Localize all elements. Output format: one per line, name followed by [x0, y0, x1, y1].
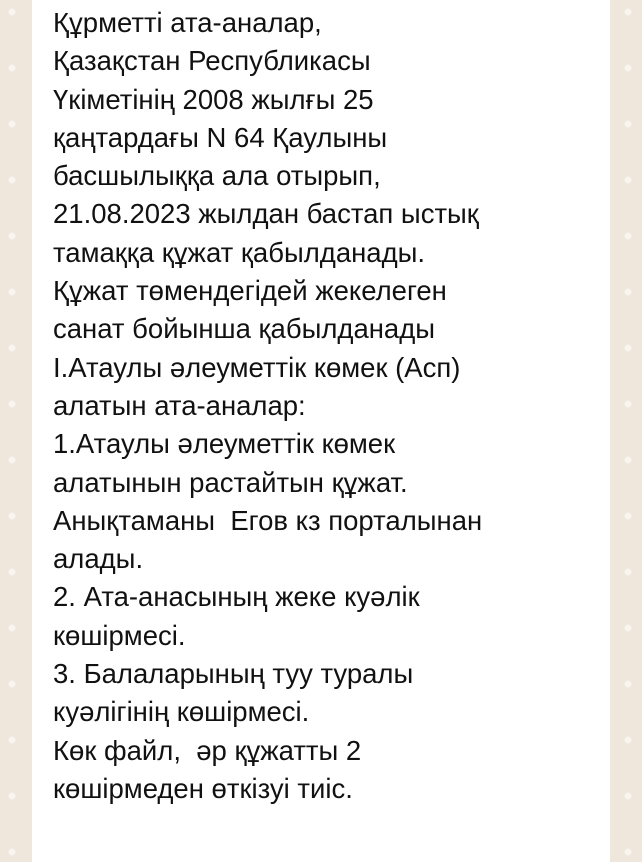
message-line: 3. Балаларының туу туралы [53, 658, 414, 690]
message-line: алатын ата-аналар: [53, 389, 306, 421]
message-line: Қазақстан Республикасы [53, 45, 371, 77]
message-line: 1.Атаулы әлеуметтік көмек [53, 428, 396, 460]
message-line: куәлігінің көшірмесі. [53, 696, 310, 728]
message-line: алатынын растайтын құжат. [53, 466, 408, 498]
message-line: көшірмеден өткізуі тиіс. [53, 772, 353, 804]
message-line: тамаққа құжат қабылданады. [53, 236, 426, 268]
message-line: Үкіметінің 2008 жылғы 25 [53, 83, 374, 115]
message-line: Құрметті ата-аналар, [53, 7, 322, 38]
message-line: 2. Ата-анасының жеке куәлік [53, 581, 420, 613]
message-line: Анықтаманы Егов кз порталынан [53, 504, 483, 536]
message-bubble[interactable] [32, 0, 610, 862]
message-line: Көк файл, әр құжатты 2 [53, 734, 362, 766]
message-line: көшірмесі. [53, 619, 186, 651]
message-line: алады. [53, 543, 144, 575]
message-line: I.Атаулы әлеуметтік көмек (Асп) [53, 351, 461, 383]
message-line: санат бойынша қабылданады [53, 313, 436, 345]
message-text [53, 4, 600, 808]
message-line: Құжат төмендегідей жекелеген [53, 275, 447, 307]
message-line: басшылыққа ала отырып, [53, 160, 381, 192]
message-line: қаңтардағы N 64 Қаулыны [53, 121, 388, 153]
message-line: 21.08.2023 жылдан бастап ыстық [53, 198, 479, 230]
